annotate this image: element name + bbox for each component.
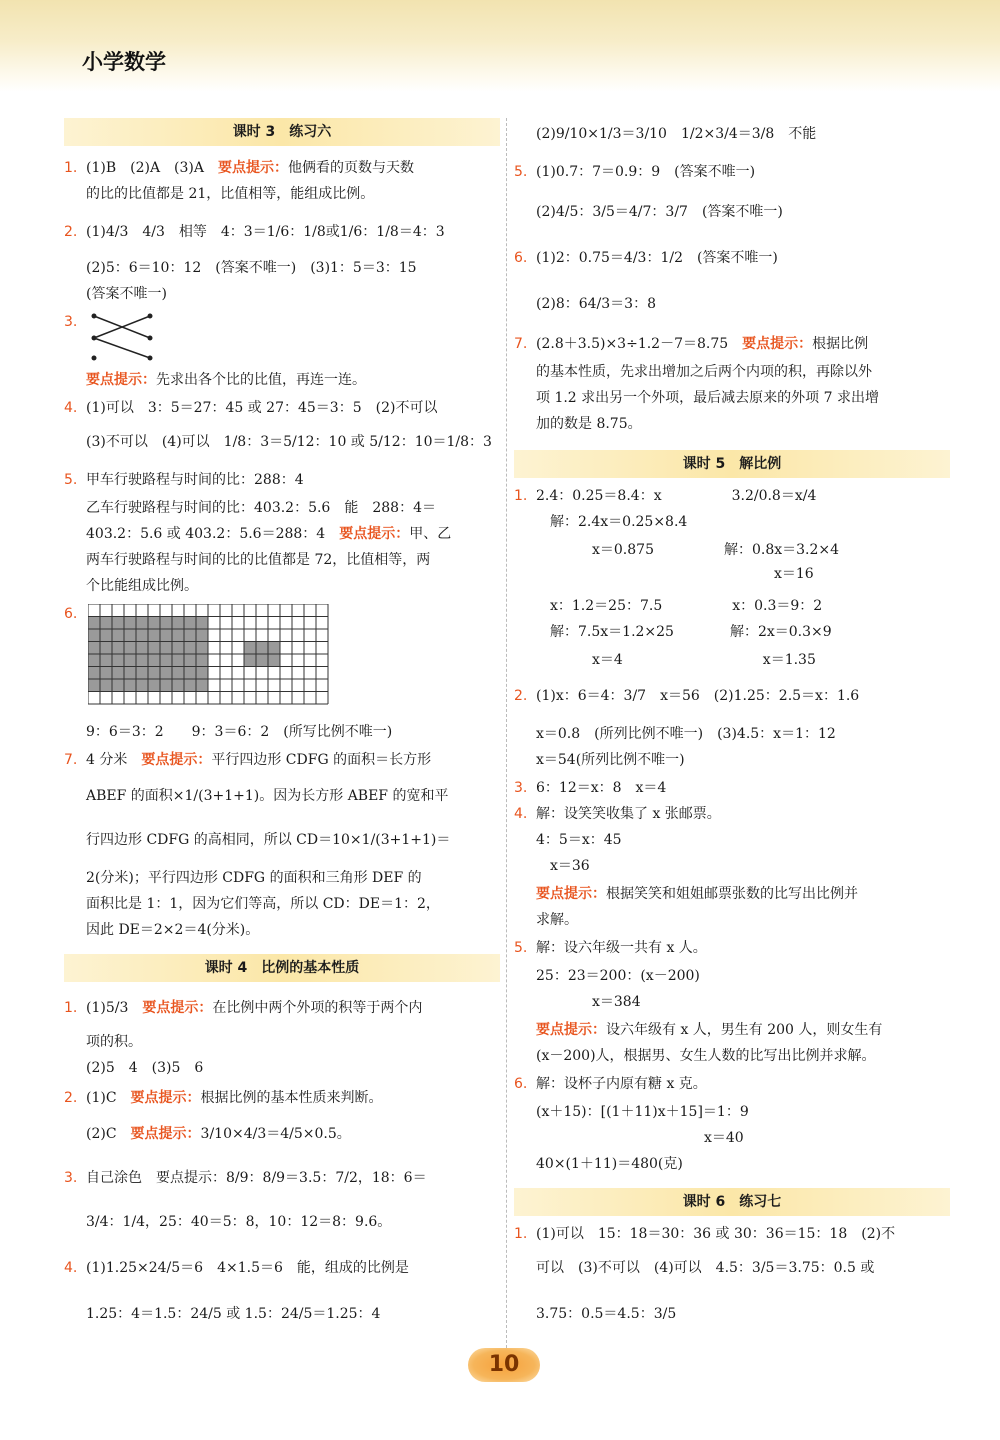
answer-text [536, 414, 950, 434]
question-number: 2. [64, 1090, 78, 1106]
answer-text [86, 398, 500, 418]
answer-body: 25：23＝200：(x－200) [536, 968, 700, 984]
answer-body: x＝36 [536, 858, 590, 874]
answer-text [536, 910, 950, 930]
answer-body: (2)C [86, 1126, 131, 1142]
key-point-hint-label: 要点提示： [130, 1126, 201, 1142]
answer-body: 可以 (3)不可以 (4)可以 4.5：3/5＝3.75：0.5 或 [536, 1260, 875, 1276]
answer-text [536, 1020, 950, 1040]
section-heading: 课时 5 解比例 [514, 450, 950, 478]
answer-text [86, 576, 500, 596]
answer-line [64, 1032, 500, 1054]
answer-line [514, 124, 950, 146]
answer-text [536, 778, 950, 798]
answer-text [536, 202, 950, 222]
answer-text [86, 1168, 500, 1188]
answer-body: (1)B (2)A (3)A [86, 160, 219, 176]
answer-body: 解：设六年级一共有 x 人。 [536, 940, 707, 956]
question-number: 6. [514, 250, 528, 266]
answer-line [514, 596, 950, 618]
question-number: 7. [514, 336, 528, 352]
answer-body: 两车行驶路程与时间的比的比值都是 72，比值相等，两 [86, 552, 431, 568]
answer-line [514, 1074, 950, 1096]
hint-text: 先求出各个比的比值，再连一连。 [156, 372, 366, 388]
answer-line [514, 162, 950, 184]
answer-body: (2.8＋3.5)×3÷1.2－7＝8.75 [536, 336, 743, 352]
answer-text [536, 724, 950, 744]
answer-line [64, 370, 500, 392]
answer-line [514, 1224, 950, 1246]
question-number: 1. [514, 1226, 528, 1242]
answer-body: (1)可以 3：5＝27：45 或 27：45＝3：5 (2)不可以 [86, 400, 438, 416]
answer-text [536, 486, 950, 506]
answer-line [64, 722, 500, 744]
key-point-hint-label: 要点提示： [130, 1090, 201, 1106]
section-heading: 课时 3 练习六 [64, 118, 500, 146]
answer-body: 甲车行驶路程与时间的比：288：4 [86, 472, 304, 488]
answer-text [536, 856, 950, 876]
answer-body: x＝4 x＝1.35 [536, 652, 816, 668]
hint-text: 根据比例的基本性质来判断。 [200, 1090, 383, 1106]
answer-line [64, 750, 500, 772]
answer-text [536, 992, 950, 1012]
answer-line [64, 222, 500, 244]
answer-text [536, 938, 950, 958]
answer-body: (1)1.25×24/5＝6 4×1.5＝6 能，组成的比例是 [86, 1260, 409, 1276]
answer-line [514, 686, 950, 708]
answer-body: 1.25：4＝1.5：24/5 或 1.5：24/5＝1.25：4 [86, 1306, 381, 1322]
answer-text [536, 804, 950, 824]
answer-line [64, 1212, 500, 1234]
answer-line [64, 550, 500, 572]
question-number: 6. [514, 1076, 528, 1092]
matching-lines-figure [88, 310, 158, 364]
answer-body: 求解。 [536, 912, 578, 928]
answer-body: (x＋15)：[(1＋11)x＋15]＝1：9 [536, 1104, 749, 1120]
question-number: 4. [64, 400, 78, 416]
key-point-hint-label: 要点提示： [141, 752, 212, 768]
key-point-hint-label: 要点提示： [536, 1022, 606, 1038]
answer-body: (3)不可以 (4)可以 1/8：3＝5/12：10 或 5/12：10＝1/8：3 [86, 434, 492, 450]
question-number: 6. [64, 606, 78, 622]
question-number: 2. [514, 688, 528, 704]
answer-text [86, 550, 500, 570]
answer-text [86, 524, 500, 544]
answer-text [536, 650, 950, 670]
answer-line [514, 910, 950, 932]
hint-text: 甲、乙 [409, 526, 452, 542]
answer-text [536, 512, 950, 532]
answer-body: 403.2：5.6 或 403.2：5.6＝288：4 [86, 526, 340, 542]
answer-line [514, 622, 950, 644]
answer-text [536, 124, 950, 144]
answer-line [514, 750, 950, 772]
answer-body: ABEF 的面积×1/(3+1+1)。因为长方形 ABEF 的宽和平 [86, 788, 449, 804]
answer-line [514, 804, 950, 826]
answer-text [536, 1128, 950, 1148]
answer-line [514, 1102, 950, 1124]
answer-line [64, 894, 500, 916]
answer-line [514, 724, 950, 746]
answer-body: x＝16 [536, 566, 814, 582]
answer-line [514, 884, 950, 906]
answer-line [64, 1168, 500, 1190]
answer-body: 4 分米 [86, 752, 142, 768]
answer-text [86, 258, 500, 278]
answer-line [514, 248, 950, 270]
answer-line [514, 1046, 950, 1068]
answer-body: 解：设杯子内原有糖 x 克。 [536, 1076, 707, 1092]
answer-text [536, 162, 950, 182]
column-divider [506, 118, 507, 1348]
answer-text [536, 596, 950, 616]
answer-text [86, 1212, 500, 1232]
answer-body: x＝384 [536, 994, 641, 1010]
answer-body: 3/4：1/4，25：40＝5：8，10：12＝8：9.6。 [86, 1214, 392, 1230]
answer-text [86, 1088, 500, 1108]
answer-line [64, 920, 500, 942]
answer-body: (1)0.7：7＝0.9：9 (答案不唯一) [536, 164, 756, 180]
hint-text: 他俩看的页数与天数 [288, 160, 415, 176]
answer-line [64, 786, 500, 808]
answer-line [64, 498, 500, 520]
answer-text [536, 1046, 950, 1066]
answer-line [64, 576, 500, 598]
key-point-hint-label: 要点提示： [339, 526, 410, 542]
question-number: 1. [514, 488, 528, 504]
answer-text [536, 1224, 950, 1244]
answer-body: 解：7.5x＝1.2×25 解：2x＝0.3×9 [536, 624, 832, 640]
answer-text [86, 1258, 500, 1278]
answer-body: x＝40 [536, 1130, 744, 1146]
answer-text [536, 334, 950, 354]
answer-body: (2)8：64/3＝3：8 [536, 296, 656, 312]
answer-body: (2)5：6＝10：12 (答案不唯一) (3)1：5＝3：15 [86, 260, 417, 276]
key-point-hint-label: 要点提示： [742, 336, 813, 352]
answer-text [86, 1058, 500, 1078]
answer-line [514, 1304, 950, 1326]
answer-text [536, 362, 950, 382]
answer-line [514, 1154, 950, 1176]
section-heading: 课时 6 练习七 [514, 1188, 950, 1216]
answer-line [64, 398, 500, 420]
answer-line [64, 998, 500, 1020]
answer-body: (1)x：6＝4：3/7 x＝56 (2)1.25：2.5＝x：1.6 [536, 688, 860, 704]
answer-text [536, 830, 950, 850]
question-number: 3. [514, 780, 528, 796]
answer-text [86, 158, 500, 178]
answer-body: (1)5/3 [86, 1000, 143, 1016]
answer-line [514, 540, 950, 562]
answer-text [536, 966, 950, 986]
answer-line [514, 388, 950, 410]
answer-text [536, 622, 950, 642]
answer-body: x＝54(所列比例不唯一) [536, 752, 685, 768]
answer-line [514, 414, 950, 436]
key-point-hint-label: 要点提示： [536, 886, 606, 902]
question-number: 3. [64, 314, 78, 330]
answer-text [86, 470, 500, 490]
answer-body: 项 1.2 求出另一个外项，最后减去原来的外项 7 求出增 [536, 390, 879, 406]
answer-text [536, 540, 950, 560]
answer-body: 40×(1＋11)＝480(克) [536, 1156, 683, 1172]
answer-body: 3.75：0.5＝4.5：3/5 [536, 1306, 677, 1322]
question-number: 4. [64, 1260, 78, 1276]
answer-body: x＝0.8 (所列比例不唯一) (3)4.5：x＝1：12 [536, 726, 836, 742]
question-number: 1. [64, 160, 78, 176]
answer-body: 自己涂色 要点提示：8/9：8/9＝3.5：7/2，18：6＝ [86, 1170, 427, 1186]
answer-line [514, 856, 950, 878]
question-number: 4. [514, 806, 528, 822]
answer-line [514, 202, 950, 224]
answer-body: 2.4：0.25＝8.4：x 3.2/0.8＝x/4 [536, 488, 817, 504]
answer-body: 个比能组成比例。 [86, 578, 198, 594]
answer-body: 项的积。 [86, 1034, 142, 1050]
answer-line [514, 1128, 950, 1150]
answer-text [536, 1304, 950, 1324]
answer-text [536, 686, 950, 706]
answer-text [536, 1074, 950, 1094]
answer-line [514, 650, 950, 672]
answer-line [64, 158, 500, 180]
answer-body: (1)4/3 4/3 相等 4：3＝1/6：1/8或1/6：1/8＝4：3 [86, 224, 445, 240]
answer-text [86, 1032, 500, 1052]
answer-body: (1)可以 15：18＝30：36 或 30：36＝15：18 (2)不 [536, 1226, 896, 1242]
answer-text [86, 786, 500, 806]
section-heading: 课时 4 比例的基本性质 [64, 954, 500, 982]
answer-text [86, 498, 500, 518]
answer-line [64, 1058, 500, 1080]
answer-body: (1)2：0.75＝4/3：1/2 (答案不唯一) [536, 250, 778, 266]
answer-line [64, 470, 500, 492]
answer-line [64, 284, 500, 306]
answer-text [86, 998, 500, 1018]
question-number: 1. [64, 1000, 78, 1016]
hint-text: 平行四边形 CDFG 的面积＝长方形 [211, 752, 432, 768]
answer-text [536, 294, 950, 314]
answer-body: 面积比是 1：1，因为它们等高，所以 CD：DE＝1：2， [86, 896, 440, 912]
answer-body: 2(分米)；平行四边形 CDFG 的面积和三角形 DEF 的 [86, 870, 422, 886]
answer-body: 加的数是 8.75。 [536, 416, 642, 432]
question-number: 5. [64, 472, 78, 488]
answer-line [514, 512, 950, 534]
answer-text [536, 884, 950, 904]
answer-body: (2)9/10×1/3＝3/10 1/2×3/4＝3/8 不能 [536, 126, 817, 142]
hint-text: 根据比例 [812, 336, 869, 352]
answer-text [86, 370, 500, 390]
answer-body: 6：12＝x：8 x＝4 [536, 780, 667, 796]
answer-line [64, 524, 500, 546]
answer-text [86, 284, 500, 304]
hint-text: 根据笑笑和姐姐邮票张数的比写出比例并 [606, 886, 858, 902]
answer-line [514, 966, 950, 988]
answer-line [64, 1088, 500, 1110]
question-number: 7. [64, 752, 78, 768]
page-number-badge: 10 [468, 1348, 540, 1382]
answer-line [64, 868, 500, 890]
answer-line [64, 1124, 500, 1146]
answer-text [86, 830, 500, 850]
answer-text [536, 388, 950, 408]
answer-line [514, 1020, 950, 1042]
answer-text [86, 184, 500, 204]
answer-text [86, 222, 500, 242]
answer-text [536, 564, 950, 584]
answer-line [64, 258, 500, 280]
answer-text [86, 1304, 500, 1324]
answer-body: x＝0.875 解：0.8x＝3.2×4 [536, 542, 840, 558]
key-point-hint-label: 要点提示： [86, 372, 156, 388]
shaded-grid-figure [88, 604, 334, 710]
answer-line [64, 1304, 500, 1326]
answer-line [64, 1258, 500, 1280]
answer-line [514, 938, 950, 960]
question-number: 5. [514, 940, 528, 956]
hint-text: 在比例中两个外项的积等于两个内 [212, 1000, 423, 1016]
answer-line [514, 362, 950, 384]
answer-body: 乙车行驶路程与时间的比：403.2：5.6 能 288：4＝ [86, 500, 436, 516]
answer-body: (1)C [86, 1090, 131, 1106]
answer-line [514, 564, 950, 586]
hint-text: 设六年级有 x 人，男生有 200 人，则女生有 [606, 1022, 883, 1038]
subject-title: 小学数学 [82, 50, 166, 74]
hint-text: 3/10×4/3＝4/5×0.5。 [200, 1126, 351, 1142]
answer-body: x：1.2＝25：7.5 x：0.3＝9：2 [536, 598, 823, 614]
answer-body: 9：6＝3：2 9：3＝6：2 (所写比例不唯一) [86, 724, 393, 740]
answer-body: (答案不唯一) [86, 286, 167, 302]
answer-line [514, 294, 950, 316]
answer-body: 的基本性质，先求出增加之后两个内项的积，再除以外 [536, 364, 872, 380]
answer-body: 因此 DE＝2×2＝4(分米)。 [86, 922, 260, 938]
answer-body: 的比的比值都是 21，比值相等，能组成比例。 [86, 186, 375, 202]
answer-line [514, 1258, 950, 1280]
question-number: 2. [64, 224, 78, 240]
answer-text [536, 1154, 950, 1174]
answer-text [86, 1124, 500, 1144]
answer-line [514, 992, 950, 1014]
answer-text [86, 920, 500, 940]
key-point-hint-label: 要点提示： [142, 1000, 213, 1016]
answer-line [64, 830, 500, 852]
answer-body: 解：设笑笑收集了 x 张邮票。 [536, 806, 721, 822]
answer-body: 4：5＝x：45 [536, 832, 622, 848]
answer-line [514, 830, 950, 852]
answer-body: (2)5 4 (3)5 6 [86, 1060, 204, 1076]
answer-body: 行四边形 CDFG 的高相同，所以 CD＝10×1/(3+1+1)＝ [86, 832, 451, 848]
answer-text [86, 722, 500, 742]
answer-line [514, 486, 950, 508]
answer-text [86, 432, 500, 452]
answer-text [536, 750, 950, 770]
answer-text [536, 248, 950, 268]
answer-text [86, 894, 500, 914]
answer-line [64, 184, 500, 206]
answer-line [64, 432, 500, 454]
answer-text [86, 868, 500, 888]
answer-body: (2)4/5：3/5＝4/7：3/7 (答案不唯一) [536, 204, 783, 220]
answer-text [536, 1258, 950, 1278]
question-number: 3. [64, 1170, 78, 1186]
answer-text [86, 750, 500, 770]
answer-body: (x－200)人，根据男、女生人数的比写出比例并求解。 [536, 1048, 876, 1064]
question-number: 5. [514, 164, 528, 180]
answer-body: 解：2.4x＝0.25×8.4 [536, 514, 688, 530]
answer-text [536, 1102, 950, 1122]
key-point-hint-label: 要点提示： [218, 160, 289, 176]
answer-line [514, 778, 950, 800]
answer-line [514, 334, 950, 356]
